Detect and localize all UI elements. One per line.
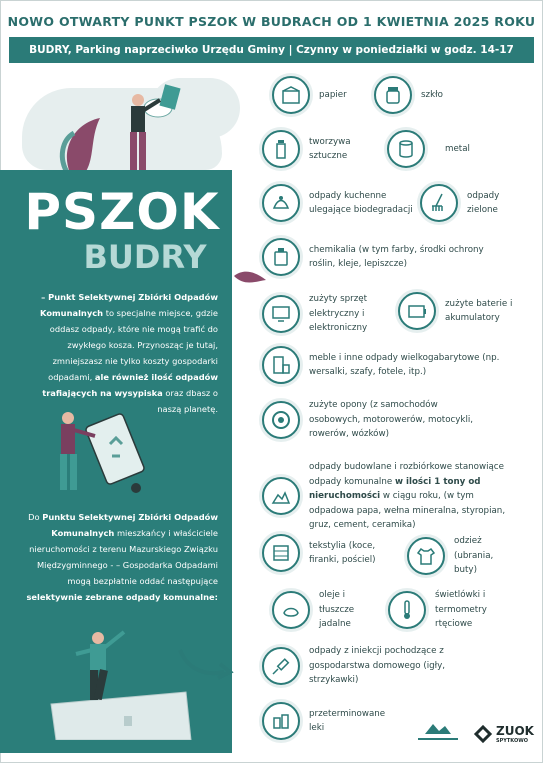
logos: [415, 722, 534, 746]
label-chemikalia: chemikalia (w tym farby, środki ochrony roślin, kleje, lepiszcze): [309, 244, 484, 269]
item-budowlane: [262, 460, 519, 533]
label-metal: metal: [445, 143, 470, 154]
zuok-logo: [473, 724, 534, 744]
syringe-icon: [262, 647, 300, 685]
computer-icon: [262, 295, 300, 333]
item-elektro: [262, 292, 389, 336]
label-zielone: odpady zielone: [467, 190, 500, 215]
item-swietlowki: [388, 588, 517, 632]
arrow-icon: [176, 646, 234, 680]
tire-icon: [262, 401, 300, 439]
item-chemikalia: [262, 238, 509, 276]
plastic-bottle-icon: [262, 130, 300, 168]
description-text: [18, 509, 218, 605]
desc-bold: Punktu Selektywnej Zbiórki Odpadów Komunalnych: [42, 512, 218, 538]
mzm-logo: [415, 722, 461, 746]
desc-body: mieszkańcy i właściciele nieruchomości z terenu Mazurskiego Związku Międzygminnego - – Gospodarka Odpadami mogą bezpłatnie oddać następujące: [29, 528, 218, 586]
label-leki: przeterminowane leki: [309, 708, 386, 733]
oil-spill-icon: [272, 591, 310, 629]
paper-icon: [272, 76, 310, 114]
item-baterie: [398, 292, 527, 330]
label-opony: zużyte opony (z samochodów osobowych, motorowerów, motocykli, rowerów, wózków): [309, 400, 474, 439]
desc-bold-2: selektywnie zebrane odpady komunalne:: [26, 592, 218, 602]
item-oleje: [272, 588, 379, 632]
textile-icon: [262, 534, 300, 572]
label-budowlane: [309, 460, 519, 533]
desc-pre: Do: [28, 512, 43, 522]
container-illustration: [40, 404, 160, 496]
zuok-text: ZUOK: [496, 724, 534, 738]
label-swietlowki: świetlówki i termometry rtęciowe: [435, 590, 487, 629]
label-kuchenne: odpady kuchenne ulegające biodegradacji: [309, 190, 413, 215]
rubble-icon: [262, 477, 300, 515]
page-title: NOWO OTWARTY PUNKT PSZOK W BUDRACH OD 1 KWIETNIA 2025 ROKU: [7, 14, 536, 29]
item-zielone: [420, 184, 517, 222]
medicine-icon: [262, 702, 300, 740]
label-tekstylia: tekstylia (koce, firanki, pościel): [309, 540, 376, 565]
item-tworzywa: [262, 130, 369, 168]
intro-text: [18, 289, 218, 417]
label-szklo: szkło: [421, 89, 443, 100]
item-odziez: [407, 534, 514, 578]
intro-bold: – Punkt Selektywnej Zbiórki Odpadów Komunalnych: [40, 292, 218, 318]
zuok-mark-icon: [473, 724, 493, 744]
shirt-icon: [407, 537, 445, 575]
food-waste-icon: [262, 184, 300, 222]
item-tekstylia: [262, 534, 379, 572]
budowlane-bold: w ilości 1 tony od nieruchomości: [309, 476, 481, 501]
label-odziez: odzież (ubrania, buty): [454, 536, 494, 575]
item-metal: [387, 130, 470, 168]
label-papier: papier: [319, 89, 347, 100]
person-on-box-illustration: [46, 622, 196, 740]
item-opony: [262, 398, 485, 442]
label-baterie: zużyte baterie i akumulatory: [445, 298, 513, 323]
furniture-icon: [262, 346, 300, 384]
item-meble: [262, 346, 519, 384]
item-papier: [272, 76, 347, 114]
pszok-title: PSZOK: [24, 183, 220, 241]
label-elektro: zużyty sprzęt elektryczny i elektroniczny: [309, 294, 368, 333]
location-hours-bar: BUDRY, Parking naprzeciwko Urzędu Gminy | Czynny w poniedziałki w godz. 14-17: [9, 37, 534, 63]
item-kuchenne: [262, 184, 413, 222]
item-leki: [262, 702, 399, 740]
item-iniekcji: [262, 644, 459, 688]
rake-icon: [420, 184, 458, 222]
thermometer-icon: [388, 591, 426, 629]
intro-body: to specjalne miejsce, gdzie oddasz odpady, które nie mogą trafić do zwykłego kosza. Przynosząc je tutaj, zmniejszasz nie tylko koszty gospodarki odpadami,: [48, 308, 218, 382]
label-oleje: oleje i tłuszcze jadalne: [319, 590, 355, 629]
budowlane-text: odpady budowlane i rozbiórkowe stanowiące odpady komunalne: [309, 462, 504, 487]
budowlane-text-2: w ciągu roku, (w tym odpadowa papa, wełna mineralna, styropian, gruz, cement, ceramika): [309, 491, 506, 530]
intro-bold-2: ale również ilość odpadów trafiających na wysypiska: [42, 372, 218, 398]
battery-icon: [398, 292, 436, 330]
jar-icon: [374, 76, 412, 114]
item-szklo: [374, 76, 443, 114]
can-icon: [387, 130, 425, 168]
label-iniekcji: odpady z iniekcji pochodzące z gospodarstwa domowego (igły, strzykawki): [309, 646, 446, 685]
chemical-canister-icon: [262, 238, 300, 276]
zuok-subtext: SPYTKOWO: [496, 738, 528, 744]
label-meble: meble i inne odpady wielkogabarytowe (np. wersalki, szafy, fotele, itp.): [309, 352, 500, 377]
label-tworzywa: tworzywa sztuczne: [309, 136, 351, 161]
intro-body-2: oraz dbasz o naszą planetę.: [157, 388, 218, 414]
person-recycling-illustration: [40, 78, 230, 178]
budry-subtitle: BUDRY: [83, 238, 207, 276]
